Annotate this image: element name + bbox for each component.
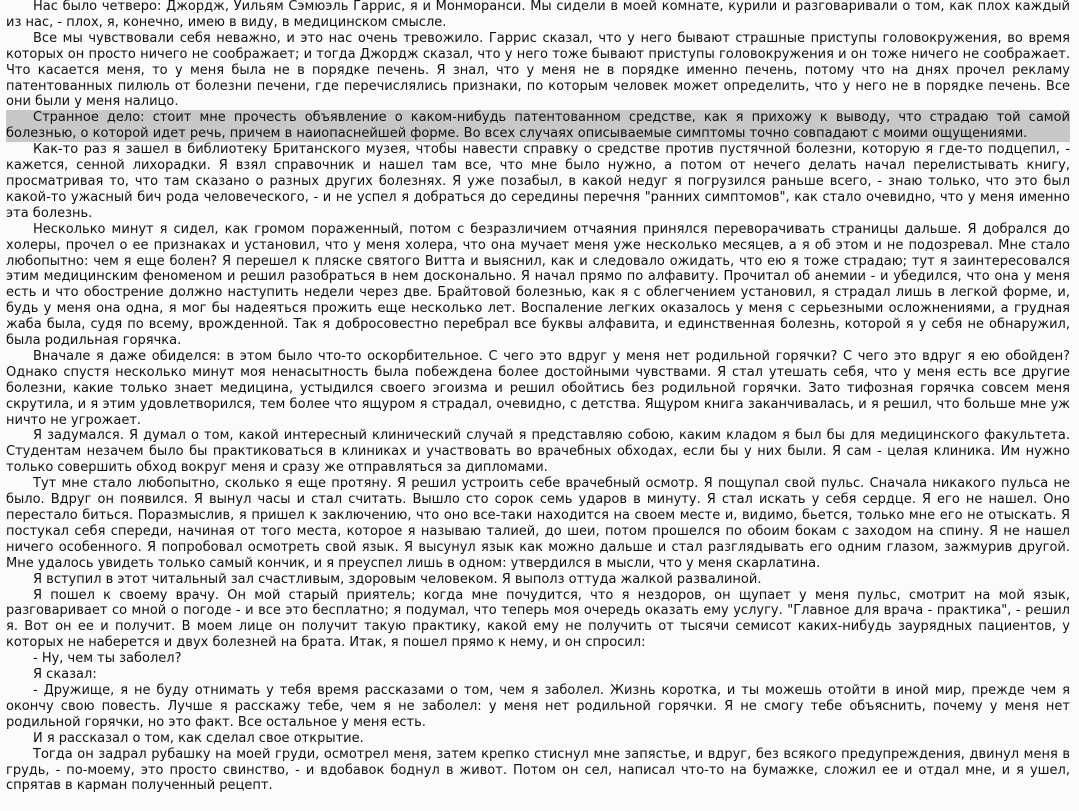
paragraph-12: Я сказал: <box>33 667 97 683</box>
paragraph-1: Нас было четверо: Джордж, Уильям Сэмюэль Гаррис, я и Монморанси. Мы сидели в моей комнате, курили и разговаривали о том, как плох каждый из нас, - плох, я, конечно, имею в виду, в медицинском смысле. <box>6 0 1070 30</box>
paragraph-7: Я задумался. Я думал о том, какой интересный клинический случай я представляю собою, каким кладом я был бы для медицинского факультета. Студентам незачем было бы практиковаться в клиниках и участвовать во врачебных обходах, если бы у них были. Я сам - целая клиника. Им нужно только совершить обход вокруг меня и сразу же отправляться за дипломами. <box>6 428 1070 476</box>
paragraph-14: И я рассказал о том, как сделал свое открытие. <box>33 730 364 746</box>
paragraph-5: Несколько минут я сидел, как громом пораженный, потом с безразличием отчаяния принялся переворачивать страницы дальше. Я добрался до холеры, прочел о ее признаках и установил, что у меня холера, что она мучает меня уже несколько месяцев, а я об этом и не подозревал. Мне стало любопытно: чем я еще болен? Я перешел к пляске святого Витта и выяснил, как и следовало ожидать, что ею я тоже страдаю; тут я заинтересовался этим медицинским феноменом и решил разобраться в нем досконально. Я начал прямо по алфавиту. Прочитал об анемии - и убедился, что она у меня есть и что обострение должно наступить недели через две. Брайтовой болезнью, как я с облегчением установил, я страдал лишь в легкой форме, и, будь у меня она одна, я мог бы надеяться прожить еще несколько лет. Воспаление легких оказалось у меня с серьезными осложнениями, а грудная жаба была, судя по всему, врожденной. Так я добросовестно перебрал все буквы алфавита, и единственная болезнь, которой я у себя не обнаружил, была родильная горячка. <box>6 221 1070 349</box>
paragraph-2: Все мы чувствовали себя неважно, и это нас очень тревожило. Гаррис сказал, что у него бывают страшные приступы головокружения, во время которых он просто ничего не соображает; и тогда Джордж сказал, что у него тоже бывают приступы головокружения и он тоже ничего не соображает. Что касается меня, то у меня была не в порядке печень. Я знал, что у меня не в порядке именно печень, потому что на днях прочел рекламу патентованных пилюль от болезни печени, где перечислялись признаки, по которым человек может определить, что у него не в порядке печень. Все они были у меня налицо. <box>6 30 1070 110</box>
paragraph-3-selected: Странное дело: стоит мне прочесть объявление о каком-нибудь патентованном средстве, как я прихожу к выводу, что страдаю той самой болезнью, о которой идет речь, причем в наиопаснейшей форме. Во всех случаях описываемые симптомы точно совпадают с моими ощущениями. <box>6 110 1070 142</box>
paragraph-4: Как-то раз я зашел в библиотеку Британского музея, чтобы навести справку о средстве против пустячной болезни, которую я где-то подцепил, - кажется, сенной лихорадки. Я взял справочник и нашел там все, что мне было нужно, а потом от нечего делать начал перелистывать книгу, просматривая то, что там сказано о разных других болезнях. Я уже позабыл, в какой недуг я погрузился раньше всего, - знаю только, что это был какой-то ужасный бич рода человеческого, - и не успел я добраться до середины перечня "ранних симптомов", как стало очевидно, что у меня именно эта болезнь. <box>6 142 1070 221</box>
paragraph-15: Тогда он задрал рубашку на моей груди, осмотрел меня, затем крепко стиснул мне запястье, и вдруг, без всякого предупреждения, двинул меня в грудь, - по-моему, это просто свинство, - и вдобавок боднул в живот. Потом он сел, написал что-то на бумажке, сложил ее и отдал мне, и я ушел, спрятав в карман полученный рецепт. <box>6 746 1070 794</box>
paragraph-9: Я вступил в этот читальный зал счастливым, здоровым человеком. Я выполз оттуда жалкой развалиной. <box>33 571 762 587</box>
paragraph-10: Я пошел к своему врачу. Он мой старый приятель; когда мне почудится, что я нездоров, он щупает у меня пульс, смотрит на мой язык, разговаривает со мной о погоде - и все это бесплатно; я подумал, что теперь моя очередь оказать ему услугу. "Главное для врача - практика", - решил я. Вот он ее и получит. В моем лице он получит такую практику, какой ему не получить от тысячи семисот каких-нибудь заурядных пациентов, у которых не наберется и двух болезней на брата. Итак, я пошел прямо к нему, и он спросил: <box>6 587 1070 651</box>
paragraph-11: - Ну, чем ты заболел? <box>33 651 182 667</box>
paragraph-8: Тут мне стало любопытно, сколько я еще протяну. Я решил устроить себе врачебный осмотр. Я пощупал свой пульс. Сначала никакого пульса не было. Вдруг он появился. Я вынул часы и стал считать. Вышло сто сорок семь ударов в минуту. Я стал искать у себя сердце. Я его не нашел. Оно перестало биться. Поразмыслив, я пришел к заключению, что оно все-таки находится на своем месте и, видимо, бьется, только мне его не отыскать. Я постукал себя спереди, начиная от того места, которое я называю талией, до шеи, потом прошелся по обоим бокам с заходом на спину. Я не нашел ничего особенного. Я попробовал осмотреть свой язык. Я высунул язык как можно дальше и стал разглядывать его одним глазом, зажмурив другой. Мне удалось увидеть только самый кончик, и я преуспел лишь в одном: утвердился в мысли, что у меня скарлатина. <box>6 476 1070 571</box>
paragraph-6: Вначале я даже обиделся: в этом было что-то оскорбительное. С чего это вдруг у меня нет родильной горячки? С чего это вдруг я ею обойден? Однако спустя несколько минут моя ненасытность была побеждена более достойными чувствами. Я стал утешать себя, что у меня есть все другие болезни, какие только знает медицина, устыдился своего эгоизма и решил обойтись без родильной горячки. Зато тифозная горячка совсем меня скрутила, и я этим удовлетворился, тем более что ящуром я страдал, очевидно, с детства. Ящуром книга заканчивалась, и я решил, что больше мне уж ничто не угрожает. <box>6 348 1070 428</box>
paragraph-13: - Дружище, я не буду отнимать у тебя время рассказами о том, чем я заболел. Жизнь коротка, и ты можешь отойти в иной мир, прежде чем я окончу свою повесть. Лучше я расскажу тебе, чем я не заболел: у меня нет родильной горячки. Я не смогу тебе объяснить, почему у меня нет родильной горячки, но это факт. Все остальное у меня есть. <box>6 682 1070 730</box>
